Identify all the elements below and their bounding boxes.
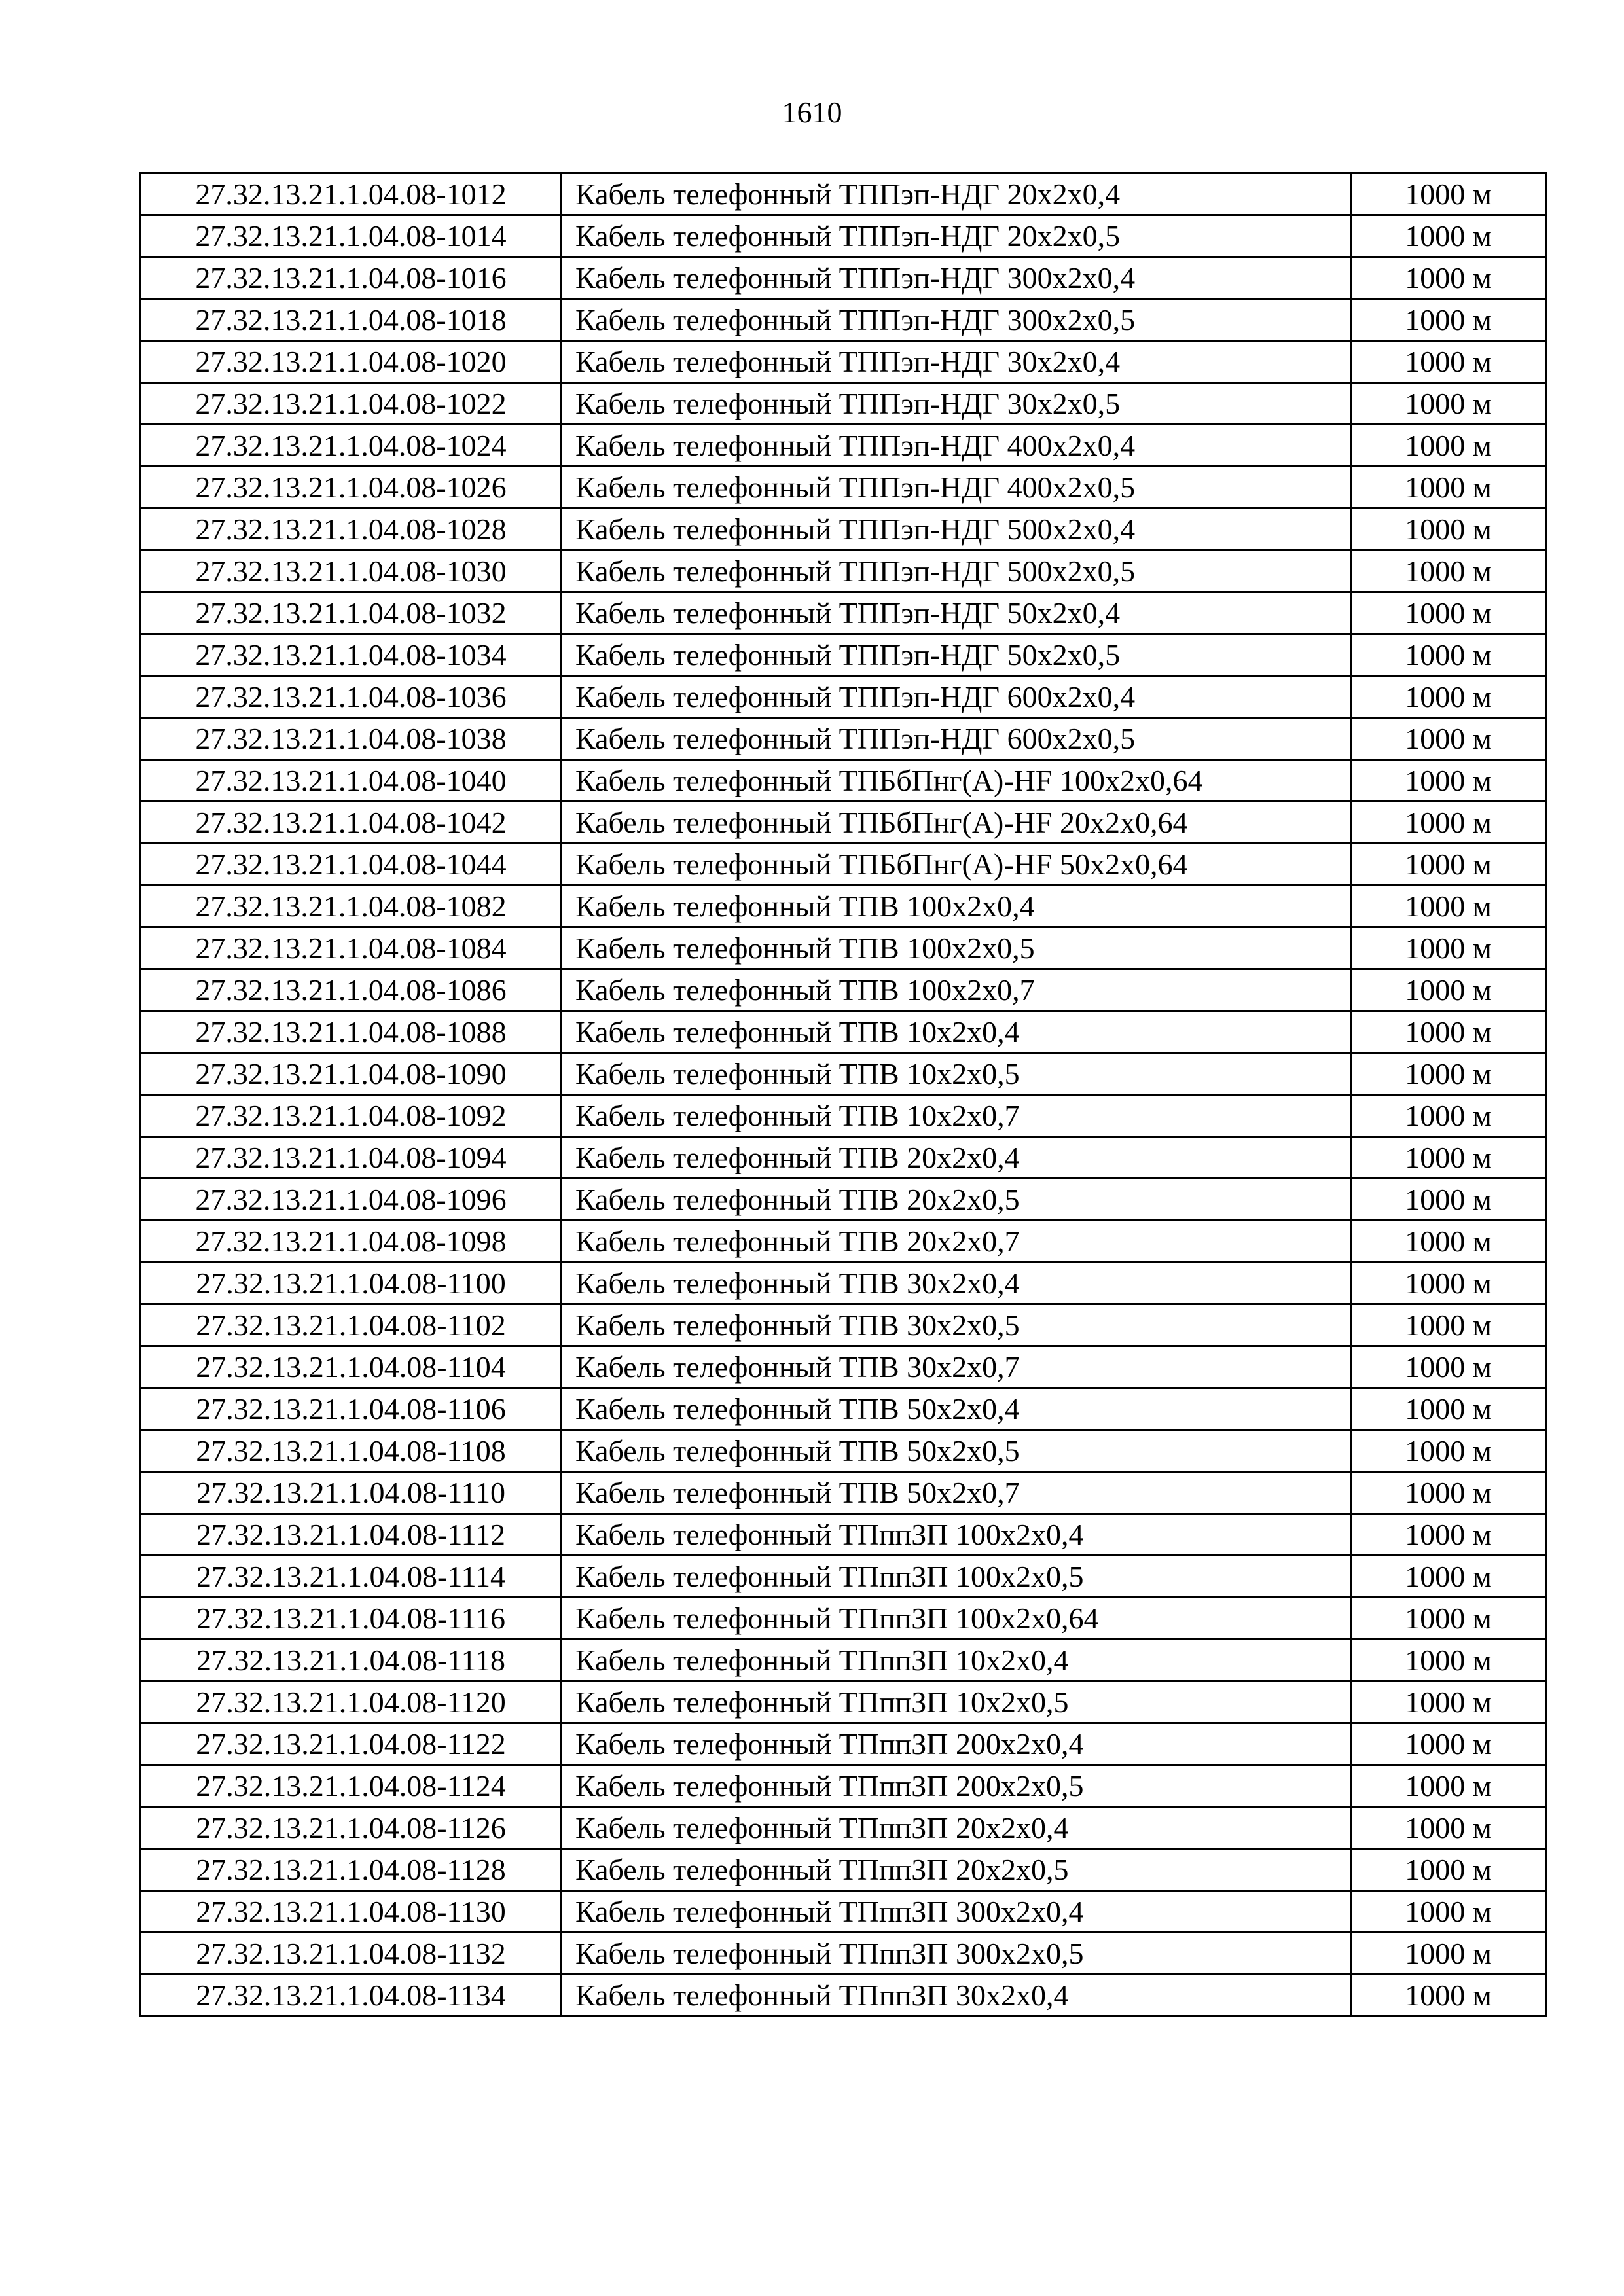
resource-code-cell: 27.32.13.21.1.04.08-1044: [141, 844, 562, 886]
table-row: [141, 1556, 1546, 1598]
resource-name-cell: Кабель телефонный ТППэп-НДГ 20х2х0,5: [562, 215, 1351, 257]
resource-name-cell: Кабель телефонный ТПВ 50х2х0,7: [562, 1472, 1351, 1514]
resource-name-cell: Кабель телефонный ТПппЗП 30х2х0,4: [562, 1975, 1351, 2017]
resource-name-cell: Кабель телефонный ТПппЗП 300х2х0,4: [562, 1891, 1351, 1933]
table-row: [141, 1849, 1546, 1891]
resource-code-cell: 27.32.13.21.1.04.08-1024: [141, 425, 562, 467]
resource-code-cell: 27.32.13.21.1.04.08-1134: [141, 1975, 562, 2017]
measurement-unit-cell: 1000 м: [1351, 383, 1546, 425]
resource-name-cell: Кабель телефонный ТППэп-НДГ 500х2х0,5: [562, 550, 1351, 592]
table-row: [141, 1053, 1546, 1095]
table-row: [141, 509, 1546, 550]
resource-code-cell: 27.32.13.21.1.04.08-1032: [141, 592, 562, 634]
measurement-unit-cell: 1000 м: [1351, 1681, 1546, 1723]
resource-name-cell: Кабель телефонный ТПБбПнг(А)-HF 100х2х0,64: [562, 760, 1351, 802]
measurement-unit-cell: 1000 м: [1351, 1556, 1546, 1598]
resource-table-wrapper: [139, 172, 1547, 2017]
resource-name-cell: Кабель телефонный ТППэп-НДГ 600х2х0,4: [562, 676, 1351, 718]
resource-name-cell: Кабель телефонный ТПВ 30х2х0,4: [562, 1263, 1351, 1304]
table-row: [141, 886, 1546, 927]
resource-name-cell: Кабель телефонный ТПБбПнг(А)-HF 20х2х0,64: [562, 802, 1351, 844]
resource-code-cell: 27.32.13.21.1.04.08-1028: [141, 509, 562, 550]
resource-table: [139, 172, 1547, 2017]
measurement-unit-cell: 1000 м: [1351, 467, 1546, 509]
table-row: [141, 1975, 1546, 2017]
measurement-unit-cell: 1000 м: [1351, 341, 1546, 383]
resource-code-cell: 27.32.13.21.1.04.08-1014: [141, 215, 562, 257]
table-row: [141, 1346, 1546, 1388]
measurement-unit-cell: 1000 м: [1351, 718, 1546, 760]
resource-code-cell: 27.32.13.21.1.04.08-1128: [141, 1849, 562, 1891]
resource-code-cell: 27.32.13.21.1.04.08-1126: [141, 1807, 562, 1849]
resource-name-cell: Кабель телефонный ТППэп-НДГ 300х2х0,5: [562, 299, 1351, 341]
measurement-unit-cell: 1000 м: [1351, 1514, 1546, 1556]
resource-name-cell: Кабель телефонный ТПВ 100х2х0,7: [562, 969, 1351, 1011]
resource-code-cell: 27.32.13.21.1.04.08-1038: [141, 718, 562, 760]
resource-name-cell: Кабель телефонный ТПппЗП 200х2х0,5: [562, 1765, 1351, 1807]
table-row: [141, 215, 1546, 257]
resource-name-cell: Кабель телефонный ТПппЗП 20х2х0,5: [562, 1849, 1351, 1891]
resource-code-cell: 27.32.13.21.1.04.08-1086: [141, 969, 562, 1011]
resource-code-cell: 27.32.13.21.1.04.08-1088: [141, 1011, 562, 1053]
table-row: [141, 760, 1546, 802]
measurement-unit-cell: 1000 м: [1351, 969, 1546, 1011]
resource-code-cell: 27.32.13.21.1.04.08-1130: [141, 1891, 562, 1933]
resource-code-cell: 27.32.13.21.1.04.08-1100: [141, 1263, 562, 1304]
table-row: [141, 676, 1546, 718]
resource-code-cell: 27.32.13.21.1.04.08-1118: [141, 1640, 562, 1681]
resource-name-cell: Кабель телефонный ТПппЗП 100х2х0,4: [562, 1514, 1351, 1556]
resource-code-cell: 27.32.13.21.1.04.08-1112: [141, 1514, 562, 1556]
resource-code-cell: 27.32.13.21.1.04.08-1106: [141, 1388, 562, 1430]
measurement-unit-cell: 1000 м: [1351, 1975, 1546, 2017]
resource-code-cell: 27.32.13.21.1.04.08-1096: [141, 1179, 562, 1221]
measurement-unit-cell: 1000 м: [1351, 1640, 1546, 1681]
table-row: [141, 257, 1546, 299]
table-row: [141, 1263, 1546, 1304]
resource-code-cell: 27.32.13.21.1.04.08-1036: [141, 676, 562, 718]
table-row: [141, 1598, 1546, 1640]
resource-code-cell: 27.32.13.21.1.04.08-1030: [141, 550, 562, 592]
resource-code-cell: 27.32.13.21.1.04.08-1042: [141, 802, 562, 844]
resource-code-cell: 27.32.13.21.1.04.08-1098: [141, 1221, 562, 1263]
measurement-unit-cell: 1000 м: [1351, 1346, 1546, 1388]
resource-name-cell: Кабель телефонный ТППэп-НДГ 30х2х0,5: [562, 383, 1351, 425]
measurement-unit-cell: 1000 м: [1351, 173, 1546, 215]
table-row: [141, 1723, 1546, 1765]
measurement-unit-cell: 1000 м: [1351, 1304, 1546, 1346]
resource-name-cell: Кабель телефонный ТПппЗП 100х2х0,64: [562, 1598, 1351, 1640]
measurement-unit-cell: 1000 м: [1351, 257, 1546, 299]
resource-name-cell: Кабель телефонный ТПппЗП 20х2х0,4: [562, 1807, 1351, 1849]
measurement-unit-cell: 1000 м: [1351, 1095, 1546, 1137]
resource-code-cell: 27.32.13.21.1.04.08-1110: [141, 1472, 562, 1514]
resource-code-cell: 27.32.13.21.1.04.08-1092: [141, 1095, 562, 1137]
table-row: [141, 718, 1546, 760]
measurement-unit-cell: 1000 м: [1351, 1723, 1546, 1765]
resource-code-cell: 27.32.13.21.1.04.08-1102: [141, 1304, 562, 1346]
resource-name-cell: Кабель телефонный ТПВ 50х2х0,4: [562, 1388, 1351, 1430]
table-row: [141, 1681, 1546, 1723]
measurement-unit-cell: 1000 м: [1351, 1430, 1546, 1472]
table-row: [141, 467, 1546, 509]
table-row: [141, 1388, 1546, 1430]
resource-code-cell: 27.32.13.21.1.04.08-1034: [141, 634, 562, 676]
table-row: [141, 173, 1546, 215]
resource-name-cell: Кабель телефонный ТПВ 10х2х0,7: [562, 1095, 1351, 1137]
resource-name-cell: Кабель телефонный ТПВ 50х2х0,5: [562, 1430, 1351, 1472]
table-row: [141, 1304, 1546, 1346]
measurement-unit-cell: 1000 м: [1351, 760, 1546, 802]
resource-name-cell: Кабель телефонный ТПппЗП 200х2х0,4: [562, 1723, 1351, 1765]
resource-code-cell: 27.32.13.21.1.04.08-1116: [141, 1598, 562, 1640]
resource-name-cell: Кабель телефонный ТПВ 20х2х0,5: [562, 1179, 1351, 1221]
table-row: [141, 592, 1546, 634]
measurement-unit-cell: 1000 м: [1351, 1179, 1546, 1221]
table-row: [141, 844, 1546, 886]
resource-code-cell: 27.32.13.21.1.04.08-1132: [141, 1933, 562, 1975]
resource-name-cell: Кабель телефонный ТПппЗП 10х2х0,5: [562, 1681, 1351, 1723]
resource-code-cell: 27.32.13.21.1.04.08-1114: [141, 1556, 562, 1598]
measurement-unit-cell: 1000 м: [1351, 1137, 1546, 1179]
measurement-unit-cell: 1000 м: [1351, 1891, 1546, 1933]
resource-name-cell: Кабель телефонный ТППэп-НДГ 300х2х0,4: [562, 257, 1351, 299]
measurement-unit-cell: 1000 м: [1351, 509, 1546, 550]
resource-name-cell: Кабель телефонный ТПВ 20х2х0,7: [562, 1221, 1351, 1263]
resource-name-cell: Кабель телефонный ТППэп-НДГ 400х2х0,4: [562, 425, 1351, 467]
resource-code-cell: 27.32.13.21.1.04.08-1094: [141, 1137, 562, 1179]
measurement-unit-cell: 1000 м: [1351, 1807, 1546, 1849]
measurement-unit-cell: 1000 м: [1351, 886, 1546, 927]
table-row: [141, 1933, 1546, 1975]
measurement-unit-cell: 1000 м: [1351, 802, 1546, 844]
resource-code-cell: 27.32.13.21.1.04.08-1122: [141, 1723, 562, 1765]
measurement-unit-cell: 1000 м: [1351, 1598, 1546, 1640]
resource-code-cell: 27.32.13.21.1.04.08-1120: [141, 1681, 562, 1723]
measurement-unit-cell: 1000 м: [1351, 1011, 1546, 1053]
resource-name-cell: Кабель телефонный ТПБбПнг(А)-HF 50х2х0,64: [562, 844, 1351, 886]
table-row: [141, 1095, 1546, 1137]
table-row: [141, 1891, 1546, 1933]
measurement-unit-cell: 1000 м: [1351, 1053, 1546, 1095]
table-row: [141, 550, 1546, 592]
resource-name-cell: Кабель телефонный ТПппЗП 100х2х0,5: [562, 1556, 1351, 1598]
resource-code-cell: 27.32.13.21.1.04.08-1022: [141, 383, 562, 425]
measurement-unit-cell: 1000 м: [1351, 425, 1546, 467]
measurement-unit-cell: 1000 м: [1351, 927, 1546, 969]
resource-code-cell: 27.32.13.21.1.04.08-1026: [141, 467, 562, 509]
table-row: [141, 1179, 1546, 1221]
measurement-unit-cell: 1000 м: [1351, 1933, 1546, 1975]
resource-name-cell: Кабель телефонный ТПВ 10х2х0,5: [562, 1053, 1351, 1095]
resource-name-cell: Кабель телефонный ТПппЗП 300х2х0,5: [562, 1933, 1351, 1975]
resource-code-cell: 27.32.13.21.1.04.08-1124: [141, 1765, 562, 1807]
resource-name-cell: Кабель телефонный ТПВ 10х2х0,4: [562, 1011, 1351, 1053]
resource-name-cell: Кабель телефонный ТППэп-НДГ 600х2х0,5: [562, 718, 1351, 760]
table-row: [141, 383, 1546, 425]
measurement-unit-cell: 1000 м: [1351, 215, 1546, 257]
table-row: [141, 634, 1546, 676]
resource-name-cell: Кабель телефонный ТППэп-НДГ 20х2х0,4: [562, 173, 1351, 215]
resource-code-cell: 27.32.13.21.1.04.08-1016: [141, 257, 562, 299]
table-row: [141, 1640, 1546, 1681]
table-row: [141, 969, 1546, 1011]
resource-code-cell: 27.32.13.21.1.04.08-1108: [141, 1430, 562, 1472]
table-row: [141, 802, 1546, 844]
resource-name-cell: Кабель телефонный ТПппЗП 10х2х0,4: [562, 1640, 1351, 1681]
resource-name-cell: Кабель телефонный ТППэп-НДГ 50х2х0,5: [562, 634, 1351, 676]
table-row: [141, 1765, 1546, 1807]
resource-code-cell: 27.32.13.21.1.04.08-1018: [141, 299, 562, 341]
measurement-unit-cell: 1000 м: [1351, 1221, 1546, 1263]
table-row: [141, 1221, 1546, 1263]
table-row: [141, 1807, 1546, 1849]
resource-name-cell: Кабель телефонный ТПВ 30х2х0,7: [562, 1346, 1351, 1388]
measurement-unit-cell: 1000 м: [1351, 1849, 1546, 1891]
resource-name-cell: Кабель телефонный ТППэп-НДГ 400х2х0,5: [562, 467, 1351, 509]
measurement-unit-cell: 1000 м: [1351, 1263, 1546, 1304]
measurement-unit-cell: 1000 м: [1351, 844, 1546, 886]
resource-code-cell: 27.32.13.21.1.04.08-1012: [141, 173, 562, 215]
resource-name-cell: Кабель телефонный ТПВ 100х2х0,4: [562, 886, 1351, 927]
resource-code-cell: 27.32.13.21.1.04.08-1040: [141, 760, 562, 802]
measurement-unit-cell: 1000 м: [1351, 592, 1546, 634]
table-row: [141, 1472, 1546, 1514]
measurement-unit-cell: 1000 м: [1351, 299, 1546, 341]
resource-table-body: [141, 173, 1546, 2017]
resource-code-cell: 27.32.13.21.1.04.08-1084: [141, 927, 562, 969]
table-row: [141, 341, 1546, 383]
resource-name-cell: Кабель телефонный ТППэп-НДГ 500х2х0,4: [562, 509, 1351, 550]
table-row: [141, 927, 1546, 969]
resource-name-cell: Кабель телефонный ТППэп-НДГ 50х2х0,4: [562, 592, 1351, 634]
resource-code-cell: 27.32.13.21.1.04.08-1090: [141, 1053, 562, 1095]
table-row: [141, 1514, 1546, 1556]
resource-name-cell: Кабель телефонный ТПВ 20х2х0,4: [562, 1137, 1351, 1179]
table-row: [141, 1011, 1546, 1053]
table-row: [141, 1137, 1546, 1179]
table-row: [141, 1430, 1546, 1472]
resource-code-cell: 27.32.13.21.1.04.08-1104: [141, 1346, 562, 1388]
measurement-unit-cell: 1000 м: [1351, 1388, 1546, 1430]
resource-name-cell: Кабель телефонный ТППэп-НДГ 30х2х0,4: [562, 341, 1351, 383]
measurement-unit-cell: 1000 м: [1351, 550, 1546, 592]
resource-name-cell: Кабель телефонный ТПВ 100х2х0,5: [562, 927, 1351, 969]
measurement-unit-cell: 1000 м: [1351, 1472, 1546, 1514]
table-row: [141, 299, 1546, 341]
measurement-unit-cell: 1000 м: [1351, 1765, 1546, 1807]
resource-name-cell: Кабель телефонный ТПВ 30х2х0,5: [562, 1304, 1351, 1346]
table-row: [141, 425, 1546, 467]
measurement-unit-cell: 1000 м: [1351, 634, 1546, 676]
resource-code-cell: 27.32.13.21.1.04.08-1020: [141, 341, 562, 383]
measurement-unit-cell: 1000 м: [1351, 676, 1546, 718]
resource-code-cell: 27.32.13.21.1.04.08-1082: [141, 886, 562, 927]
page-number: 1610: [782, 96, 842, 129]
